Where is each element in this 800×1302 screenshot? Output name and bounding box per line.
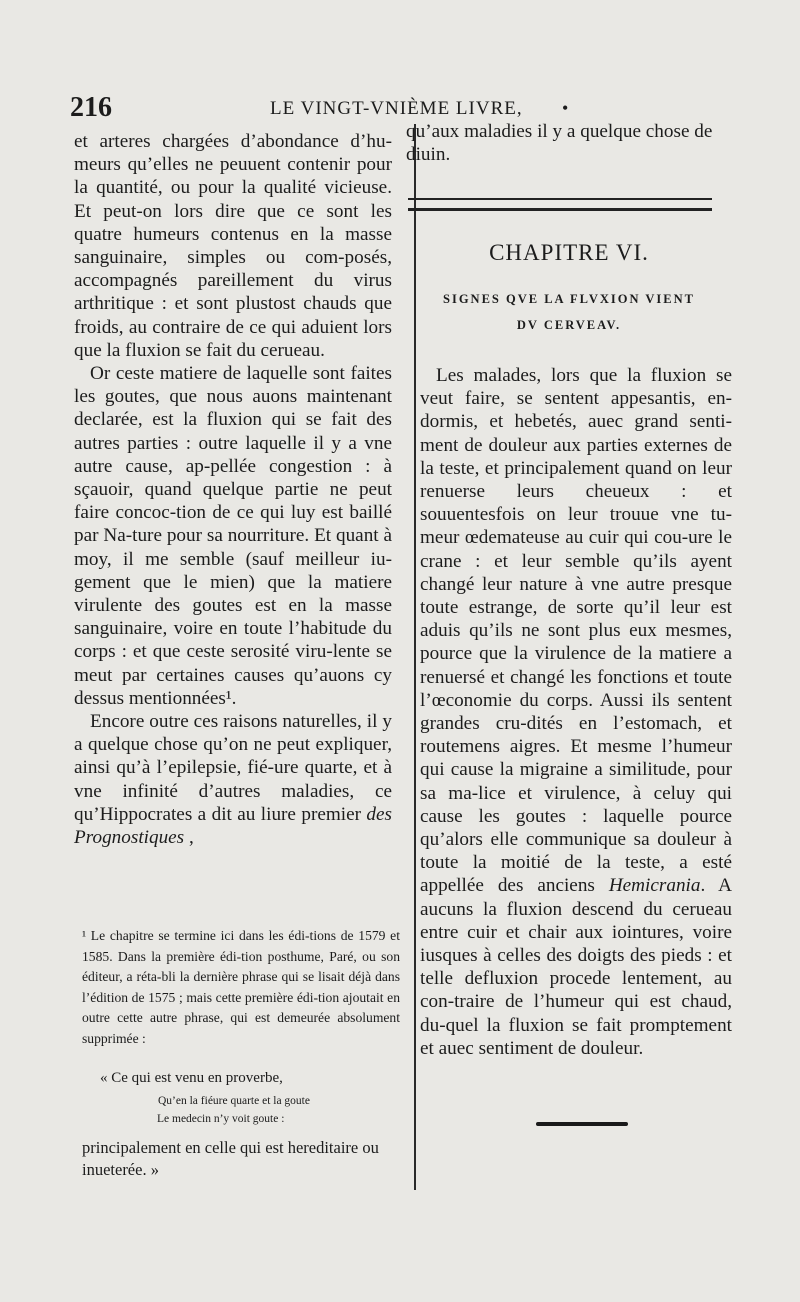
- end-ornament-rule: [536, 1122, 628, 1126]
- chapter-subtitle-line-1: SIGNES QVE LA FLVXION VIENT: [443, 292, 695, 306]
- right-continuation: qu’aux maladies il y a quelque chose de diuin.: [406, 121, 713, 166]
- chapter-italic-term: Hemicrania: [608, 875, 701, 897]
- right-column: [406, 120, 732, 166]
- double-rule-divider: [408, 198, 712, 211]
- left-paragraph-3: [74, 710, 392, 849]
- left-paragraph-1: et arteres chargées d’abondance d’hu-meurs qu’elles ne peuuent contenir pour la quantité, ou pour la qualité vicieuse. Et peut-on lors dire que ce sont les quatre humeurs contenus en la masse sanguinaire, simples ou com-posés, accompagnés pareillement du virus arthritique : et sont plustost chauds que froids, au contraire de ce qui aduient lors que la fluxion se fait du cerueau.: [74, 131, 392, 361]
- left-paragraph-3-end: ,: [184, 827, 194, 849]
- chapter-paragraph: [420, 364, 732, 1060]
- italic-title: des Prognostiques: [74, 803, 392, 849]
- left-paragraph-3-text: Encore outre ces raisons naturelles, il y a quelque chose qu’on ne peut expliquer, ainsi qu’à l’epilepsie, fié-ure quarte, et à vne infinité d’autres maladies, ce qu’Hippocrates a dit au liure premier: [74, 711, 392, 825]
- chapter-text-part-2: . A aucuns la fluxion descend du cerueau entre cuir et chair aux iointures, voire iusques à celles des doigts des pieds : et telle defluxion procede lentement, au con-traire de l’humeur qui est chaud, du-quel la fluxion se fait promptement et auec sentiment de douleur.: [420, 875, 732, 1059]
- chapter-subtitle-line-2: DV CERVEAV.: [516, 318, 622, 332]
- column-divider: [414, 124, 416, 1190]
- chapter-text-part-1: Les malades, lors que la fluxion se veut faire, se sentent appesantis, en-dormis, et hebetés, auec grand senti-ment de douleur aux parties externes de la teste, et principalement quand on leur renuerse leurs cheueux : et souuentesfois on leur trouue vne tu-meur œdemateuse au cuir qui cou-ure le crane : et leur semble qu’ils ayent changé leur nature à vne autre presque toute estrange, de sorte qu’il leur est aduis qu’ils ne sont plus eux mesmes, pource que la virulence de la matiere a renuersé et changé les fonctions et toute l’œconomie du corps. Aussi ils sentent grandes cru-dités en l’estomach, et routemens aigres. Et mesme l’humeur qui cause la migraine a similitude, pour sa ma-lice et virulence, à celuy qui cause les goutes : laquelle pource qu’alors elle communique sa douleur à toute la moitié de la teste, a esté appellée des anciens: [420, 365, 732, 897]
- footnote: [82, 926, 400, 1049]
- left-column: [74, 130, 392, 849]
- left-paragraph-2: Or ceste matiere de laquelle sont faites les goutes, que nous auons maintenant declarée, est la fluxion qui se fait des autres parties : outre laquelle il y a vne autre cause, ap-pellée congestion : à sçauoir, quand quelque partie ne peut faire concoc-tion de ce qui luy est baillé par Na-ture pour sa nourriture. Et quant à moy, il me semble (sauf meilleur iu-gement que le mien) que la matiere virulente des goutes est en la masse sanguinaire, voire en toute l’habitude du corps : et que ceste serosité viru-lente se meut par certaines causes qu’auons cy dessus mentionnées¹.: [74, 363, 392, 709]
- footnote-verse-2: Le medecin n’y voit goute :: [157, 1113, 285, 1125]
- footnote-closing: principalement en celle qui est hereditaire ou inueterée. »: [82, 1138, 379, 1179]
- footnote-verse-1: Qu’en la fiéure quarte et la goute: [158, 1095, 310, 1107]
- footnote-quote-line: « Ce qui est venu en proverbe,: [100, 1070, 283, 1086]
- header-dot: •: [562, 98, 569, 118]
- footnote-text: ¹ Le chapitre se termine ici dans les édi-tions de 1579 et 1585. Dans la première édi-tion posthume, Paré, ou son éditeur, a réta-bli la dernière phrase qui se lisait déjà dans l’édition de 1575 ; mais cette première édi-tion ajoutait en outre cette autre phrase, qui est demeurée absolument supprimée :: [82, 928, 400, 1046]
- page-number: 216: [70, 92, 112, 123]
- chapter-title: CHAPITRE VI.: [489, 240, 649, 265]
- running-title: LE VINGT-VNIÈME LIVRE,: [270, 98, 523, 119]
- chapter-body: [420, 364, 732, 1060]
